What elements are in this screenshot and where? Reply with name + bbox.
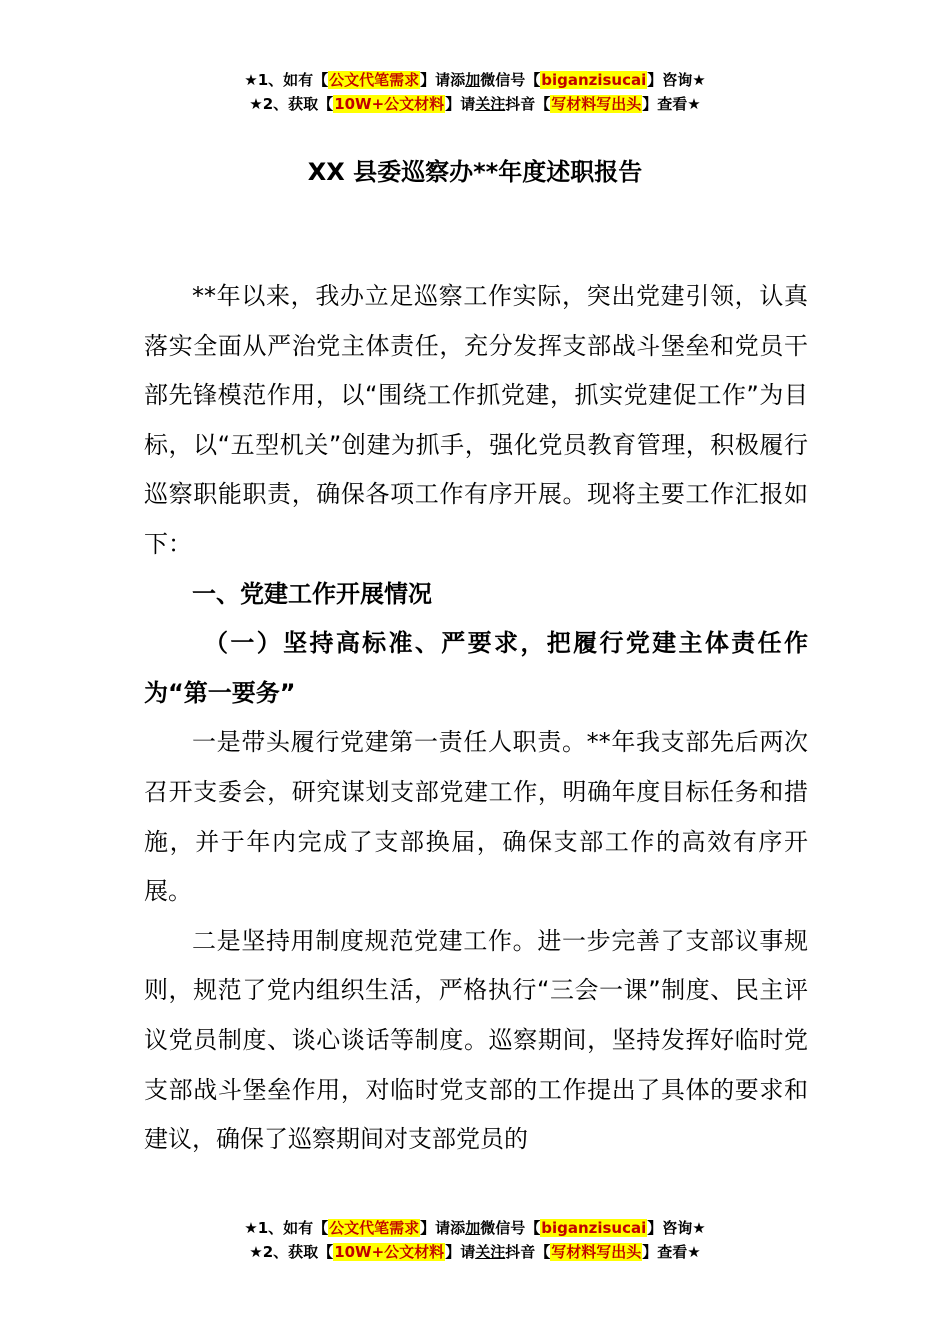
banner-line-1 (0, 68, 950, 92)
highlight-materials: 10W+公文材料 (334, 95, 445, 113)
document-title: XX 县委巡察办**年度述职报告 (307, 158, 643, 186)
document-body (144, 272, 808, 1165)
banner-text: 】查看★ (642, 1243, 701, 1261)
banner-text: ★1、如有【 (244, 71, 329, 89)
body-paragraph-2: 二是坚持用制度规范党建工作。进一步完善了支部议事规则，规范了党内组织生活，严格执行“三会一课”制度、民主评议党员制度、谈心谈话等制度。巡察期间，坚持发挥好临时党支部战斗堡垒作用，对临时党支部的工作提出了具体的要求和建议，确保了巡察期间对支部党员的 (144, 926, 808, 1154)
header-banner (0, 68, 950, 116)
banner-text: 】咨询★ (647, 1219, 706, 1237)
banner-text: 】查看★ (642, 95, 701, 113)
highlight-douyin-account: 写材料写出头 (551, 95, 642, 113)
banner-text: 】请 (445, 95, 476, 113)
highlight-service: 公文代笔需求 (329, 1219, 420, 1237)
banner-emphasis: 加 (465, 71, 481, 89)
banner-text: 抖音【 (505, 95, 551, 113)
banner-emphasis: 加 (465, 1219, 481, 1237)
banner-line-1 (0, 1216, 950, 1240)
banner-text: 抖音【 (505, 1243, 551, 1261)
footer-banner (0, 1216, 950, 1264)
highlight-materials: 10W+公文材料 (334, 1243, 445, 1261)
highlight-service: 公文代笔需求 (329, 71, 420, 89)
intro-paragraph: **年以来，我办立足巡察工作实际，突出党建引领，认真落实全面从严治党主体责任，充分发挥支部战斗堡垒和党员干部先锋模范作用，以“围绕工作抓党建，抓实党建促工作”为目标，以“五型机关”创建为抓手，强化党员教育管理，积极履行巡察职能职责，确保各项工作有序开展。现将主要工作汇报如下： (144, 282, 808, 558)
banner-emphasis: 关注 (475, 95, 506, 113)
banner-text: 】咨询★ (647, 71, 706, 89)
banner-text: ★2、获取【 (249, 95, 334, 113)
body-paragraph-1: 一是带头履行党建第一责任人职责。**年我支部先后两次召开支委会，研究谋划支部党建工作，明确年度目标任务和措施，并于年内完成了支部换届，确保支部工作的高效有序开展。 (144, 728, 808, 906)
banner-line-2 (0, 1240, 950, 1264)
banner-text: 微信号【 (480, 1219, 541, 1237)
banner-line-2 (0, 92, 950, 116)
banner-emphasis: 关注 (475, 1243, 506, 1261)
banner-text: 】请 (445, 1243, 476, 1261)
highlight-douyin-account: 写材料写出头 (551, 1243, 642, 1261)
banner-text: 】请添 (420, 71, 466, 89)
section-heading: 一、党建工作开展情况 (192, 579, 432, 608)
banner-text: ★2、获取【 (249, 1243, 334, 1261)
subsection-heading: （一）坚持高标准、严要求，把履行党建主体责任作为“第一要务” (144, 629, 808, 707)
banner-text: 】请添 (420, 1219, 466, 1237)
banner-text: 微信号【 (480, 71, 541, 89)
highlight-wechat-id: biganzisucai (541, 71, 647, 89)
highlight-wechat-id: biganzisucai (541, 1219, 647, 1237)
banner-text: ★1、如有【 (244, 1219, 329, 1237)
